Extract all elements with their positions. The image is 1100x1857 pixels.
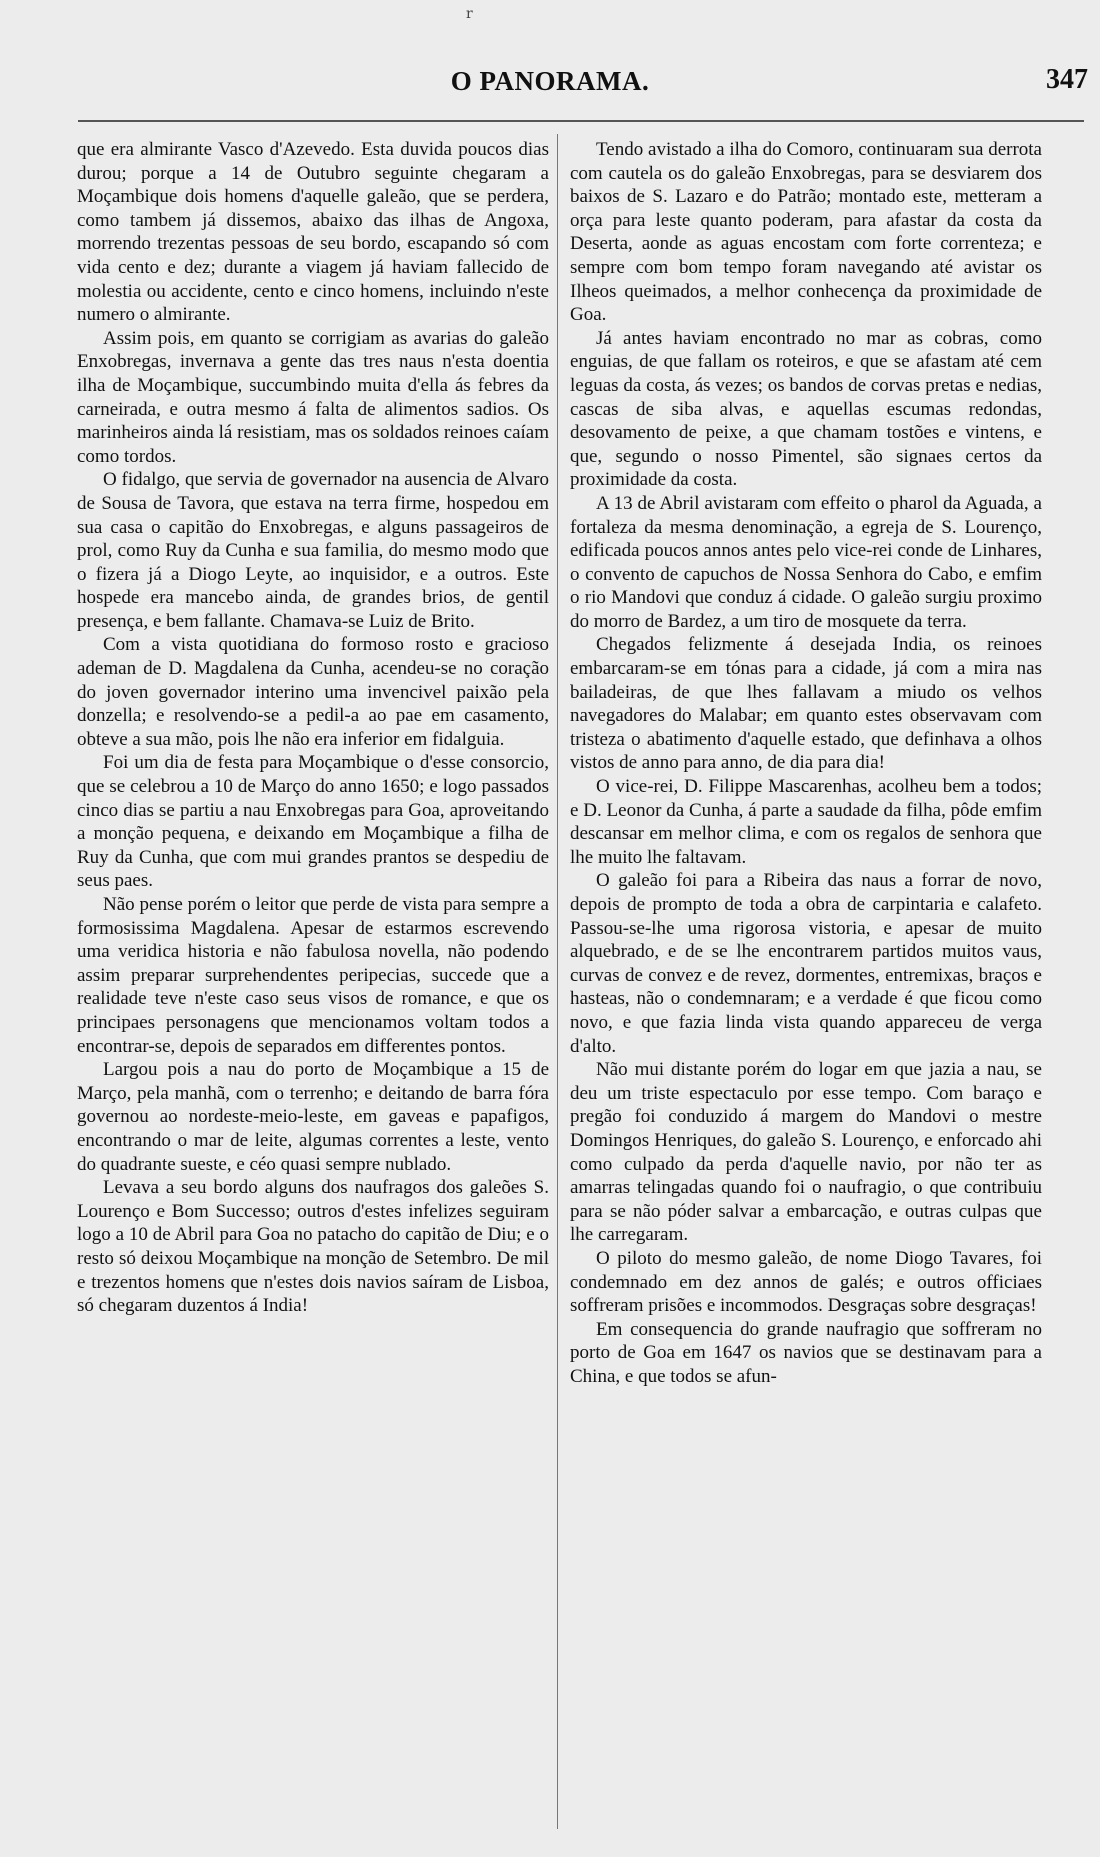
paragraph: Chegados felizmente á desejada India, os reinoes embarcaram-se em tónas para a cidade, já com a mira nas bailadeiras, de que lhes fallavam a miudo os velhos navegadores do Malabar; em quanto estes observavam com tristeza o abatimento d'aquelle estado, que definhava a olhos vistos de anno para anno, de dia para dia! [570,634,1042,774]
column-divider [557,134,558,1829]
page-title: O PANORAMA. [450,66,650,96]
paragraph: O galeão foi para a Ribeira das naus a forrar de novo, depois de prompto de toda a obra de carpintaria e calafeto. Passou-se-lhe uma rigorosa vistoria, e apesar de muito alquebrado, e de se lhe encontrarem partidos muitos vaus, curvas de convez e de revez, dormentes, entremixas, braços e hasteas, não o condemnaram; e a verdade é que ficou como novo, e que fazia linda vista quando appareceu de verga d'alto. [570,870,1042,1057]
paragraph: O fidalgo, que servia de governador na ausencia de Alvaro de Sousa de Tavora, que estava na terra firme, hospedou em sua casa o capitão do Enxobregas, e alguns passageiros de prol, como Ruy da Cunha e sua familia, do mesmo modo que o fizera já a Diogo Leyte, ao inquisidor, e a outros. Este hospede era mancebo ainda, de grandes brios, de gentil presença, e bem fallante. Chamava-se Luiz de Brito. [77,469,549,632]
paragraph: Tendo avistado a ilha do Comoro, continuaram sua derrota com cautela os do galeão Enxobregas, para se desviarem dos baixos de S. Lazaro e do Patrão; montado este, metteram a orça para leste quanto poderam, para afastar da costa da Deserta, aonde as aguas encostam com forte correnteza; e sempre com bom tempo foram navegando até avistar os Ilheos queimados, a melhor conhecença da proximidade de Goa. [570,139,1042,326]
paragraph: O piloto do mesmo galeão, de nome Diogo Tavares, foi condemnado em dez annos de galés; e outros officiaes soffreram prisões e incommodos. Desgraças sobre desgraças! [570,1247,1042,1317]
paragraph: Levava a seu bordo alguns dos naufragos dos galeões S. Lourenço e Bom Successo; outros d'estes infelizes seguiram logo a 10 de Abril para Goa no patacho do capitão de Diu; e o resto só deixou Moçambique na monção de Setembro. De mil e trezentos homens que n'estes dois navios saíram de Lisboa, só chegaram duzentos á India! [77,1177,549,1317]
paragraph: O vice-rei, D. Filippe Mascarenhas, acolheu bem a todos; e D. Leonor da Cunha, á parte a saudade da filha, pôde emfim descansar em melhor clima, e com os regalos de senhora que lhe muito lhe faltavam. [570,776,1042,868]
paragraph: Já antes haviam encontrado no mar as cobras, como enguias, de que fallam os roteiros, e que se afastam até cem leguas da costa, ás vezes; os bandos de corvas pretas e nedias, cascas de siba alvas, e aquellas escumas redondas, desovamento de peixe, a que chamam tostões e vintens, e que, segundo o nosso Pimentel, são signaes certos da proximidade da costa. [570,327,1042,491]
paragraph: Com a vista quotidiana do formoso rosto e gracioso ademan de D. Magdalena da Cunha, acendeu-se no coração do joven governador interino uma invencivel paixão pela donzella; e resolvendo-se a pedil-a ao pae em casamento, obteve a sua mão, pois lhe não era inferior em fidalguia. [77,634,549,750]
paragraph: Não mui distante porém do logar em que jazia a nau, se deu um triste espectaculo por esse tempo. Com baraço e pregão foi conduzido á margem do Mandovi o mestre Domingos Henriques, do galeão S. Lourenço, e enforcado ahi como culpado da perda d'aquelle navio, por não ter as amarras telingadas quando foi o naufragio, o que contribuiu para se não póder salvar a embarcação, e outras culpas que lhe carregaram. [570,1059,1042,1246]
paragraph: Largou pois a nau do porto de Moçambique a 15 de Março, pela manhã, com o terrenho; e deitando de barra fóra governou ao nordeste-meio-leste, em gaveas e papafigos, encontrando o mar de leite, algumas correntes a leste, vento do quadrante sueste, e céo quasi sempre nublado. [77,1059,549,1175]
left-column [77,138,549,1318]
paragraph: Assim pois, em quanto se corrigiam as avarias do galeão Enxobregas, invernava a gente das tres naus n'esta doentia ilha de Moçambique, succumbindo muita d'ella ás febres da carneirada, e outra mesmo á falta de alimentos sadios. Os marinheiros ainda lá resistiam, mas os soldados reinoes caíam como tordos. [77,327,549,467]
page-number: 347 [1046,64,1088,95]
page-header [0,60,1100,100]
header-rule [78,120,1084,122]
top-mark: r [466,6,473,22]
paragraph: A 13 de Abril avistaram com effeito o pharol da Aguada, a fortaleza da mesma denominação, a egreja de S. Lourenço, edificada poucos annos antes pelo vice-rei conde de Linhares, o convento de capuchos de Nossa Senhora do Cabo, e emfim o rio Mandovi que conduz á cidade. O galeão surgiu proximo do morro de Bardez, a um tiro de mosquete da terra. [570,492,1042,632]
paragraph: Em consequencia do grande naufragio que soffreram no porto de Goa em 1647 os navios que se destinavam para a China, e que todos se afun- [570,1318,1042,1387]
paragraph: que era almirante Vasco d'Azevedo. Esta duvida poucos dias durou; porque a 14 de Outubro seguinte chegaram a Moçambique dois homens d'aquelle galeão, que se perdera, como tambem já dissemos, abaixo das ilhas de Angoxa, morrendo trezentas pessoas de seu bordo, escapando só com vida cento e dez; durante a viagem já haviam fallecido de molestia ou accidente, cento e cinco homens, incluindo n'este numero o almirante. [77,139,549,326]
paragraph: Não pense porém o leitor que perde de vista para sempre a formosissima Magdalena. Apesar de estarmos escrevendo uma veridica historia e não fabulosa novella, não podendo assim preparar surprehendentes peripecias, succede que a realidade teve n'este caso seus visos de romance, e que os principaes personagens que mencionamos voltam todos a encontrar-se, depois de separados em differentes pontos. [77,894,549,1057]
paragraph: Foi um dia de festa para Moçambique o d'esse consorcio, que se celebrou a 10 de Março do anno 1650; e logo passados cinco dias se partiu a nau Enxobregas para Goa, aproveitando a monção pequena, e deixando em Moçambique a filha de Ruy da Cunha, que com mui grandes prantos se despediu de seus paes. [77,752,549,892]
right-column [570,138,1042,1388]
